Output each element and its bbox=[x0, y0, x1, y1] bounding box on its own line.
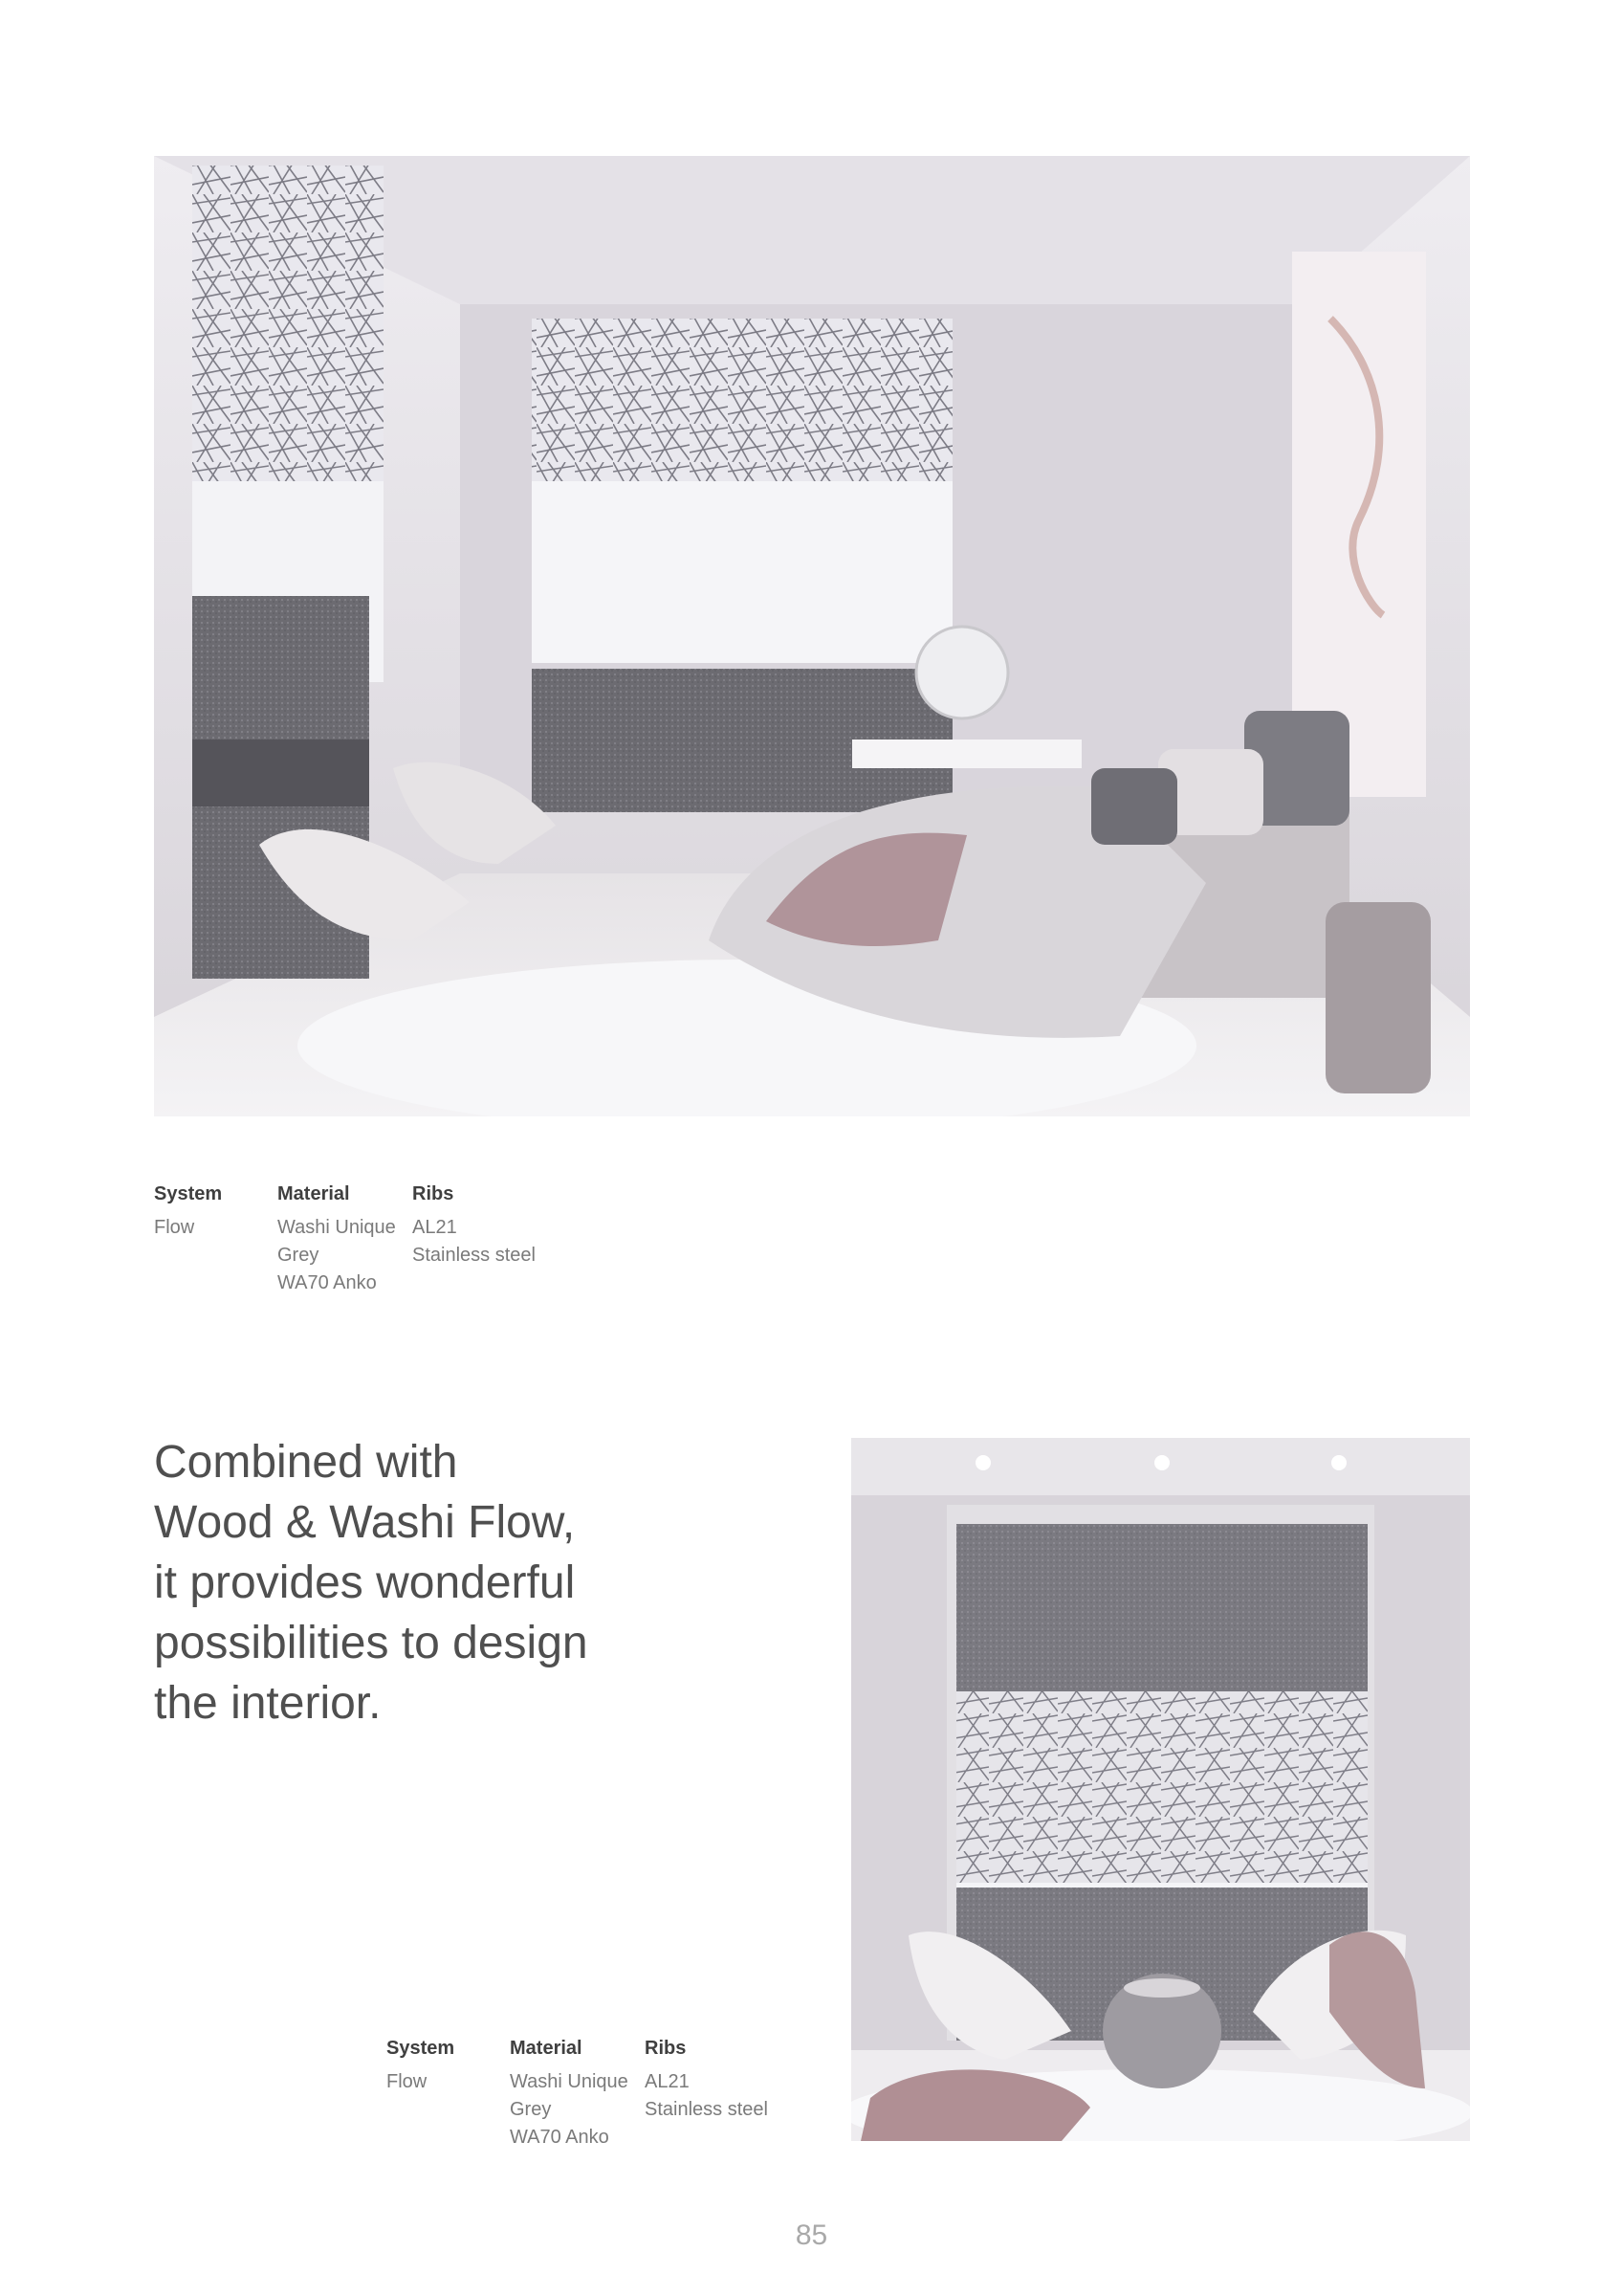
ribs-value: AL21 bbox=[645, 2071, 690, 2092]
material-header: Material bbox=[277, 1183, 350, 1204]
system-header: System bbox=[154, 1183, 223, 1204]
headline-line: Combined with bbox=[154, 1437, 458, 1488]
material-column bbox=[510, 2035, 628, 2152]
spec-table-top bbox=[154, 1181, 632, 1295]
ribs-header: Ribs bbox=[412, 1183, 454, 1204]
headline bbox=[154, 1432, 690, 1733]
material-value: Grey bbox=[510, 2099, 552, 2120]
material-value: WA70 Anko bbox=[277, 1272, 377, 1293]
system-header: System bbox=[386, 2038, 455, 2059]
material-value: Grey bbox=[277, 1245, 319, 1266]
headline-line: Wood & Washi Flow, bbox=[154, 1497, 576, 1548]
system-column bbox=[386, 2035, 454, 2096]
material-value: Washi Unique bbox=[510, 2071, 628, 2092]
ribs-header: Ribs bbox=[645, 2038, 687, 2059]
headline-line: possibilities to design bbox=[154, 1618, 588, 1668]
material-column bbox=[277, 1181, 396, 1297]
ribs-value: Stainless steel bbox=[645, 2099, 768, 2120]
material-value: Washi Unique bbox=[277, 1217, 396, 1238]
material-value: WA70 Anko bbox=[510, 2127, 609, 2148]
lounge-photo bbox=[851, 1438, 1470, 2141]
system-value: Flow bbox=[154, 1217, 195, 1238]
material-header: Material bbox=[510, 2038, 582, 2059]
headline-line: it provides wonderful bbox=[154, 1557, 576, 1608]
ribs-value: AL21 bbox=[412, 1217, 457, 1238]
ribs-column bbox=[412, 1181, 536, 1269]
system-value: Flow bbox=[386, 2071, 428, 2092]
system-column bbox=[154, 1181, 222, 1242]
headline-line: the interior. bbox=[154, 1678, 382, 1729]
ribs-column bbox=[645, 2035, 768, 2124]
spec-table-bottom bbox=[386, 2035, 865, 2150]
ribs-value: Stainless steel bbox=[412, 1245, 536, 1266]
page-number: 85 bbox=[795, 2219, 828, 2251]
bedroom-photo bbox=[154, 156, 1470, 1116]
